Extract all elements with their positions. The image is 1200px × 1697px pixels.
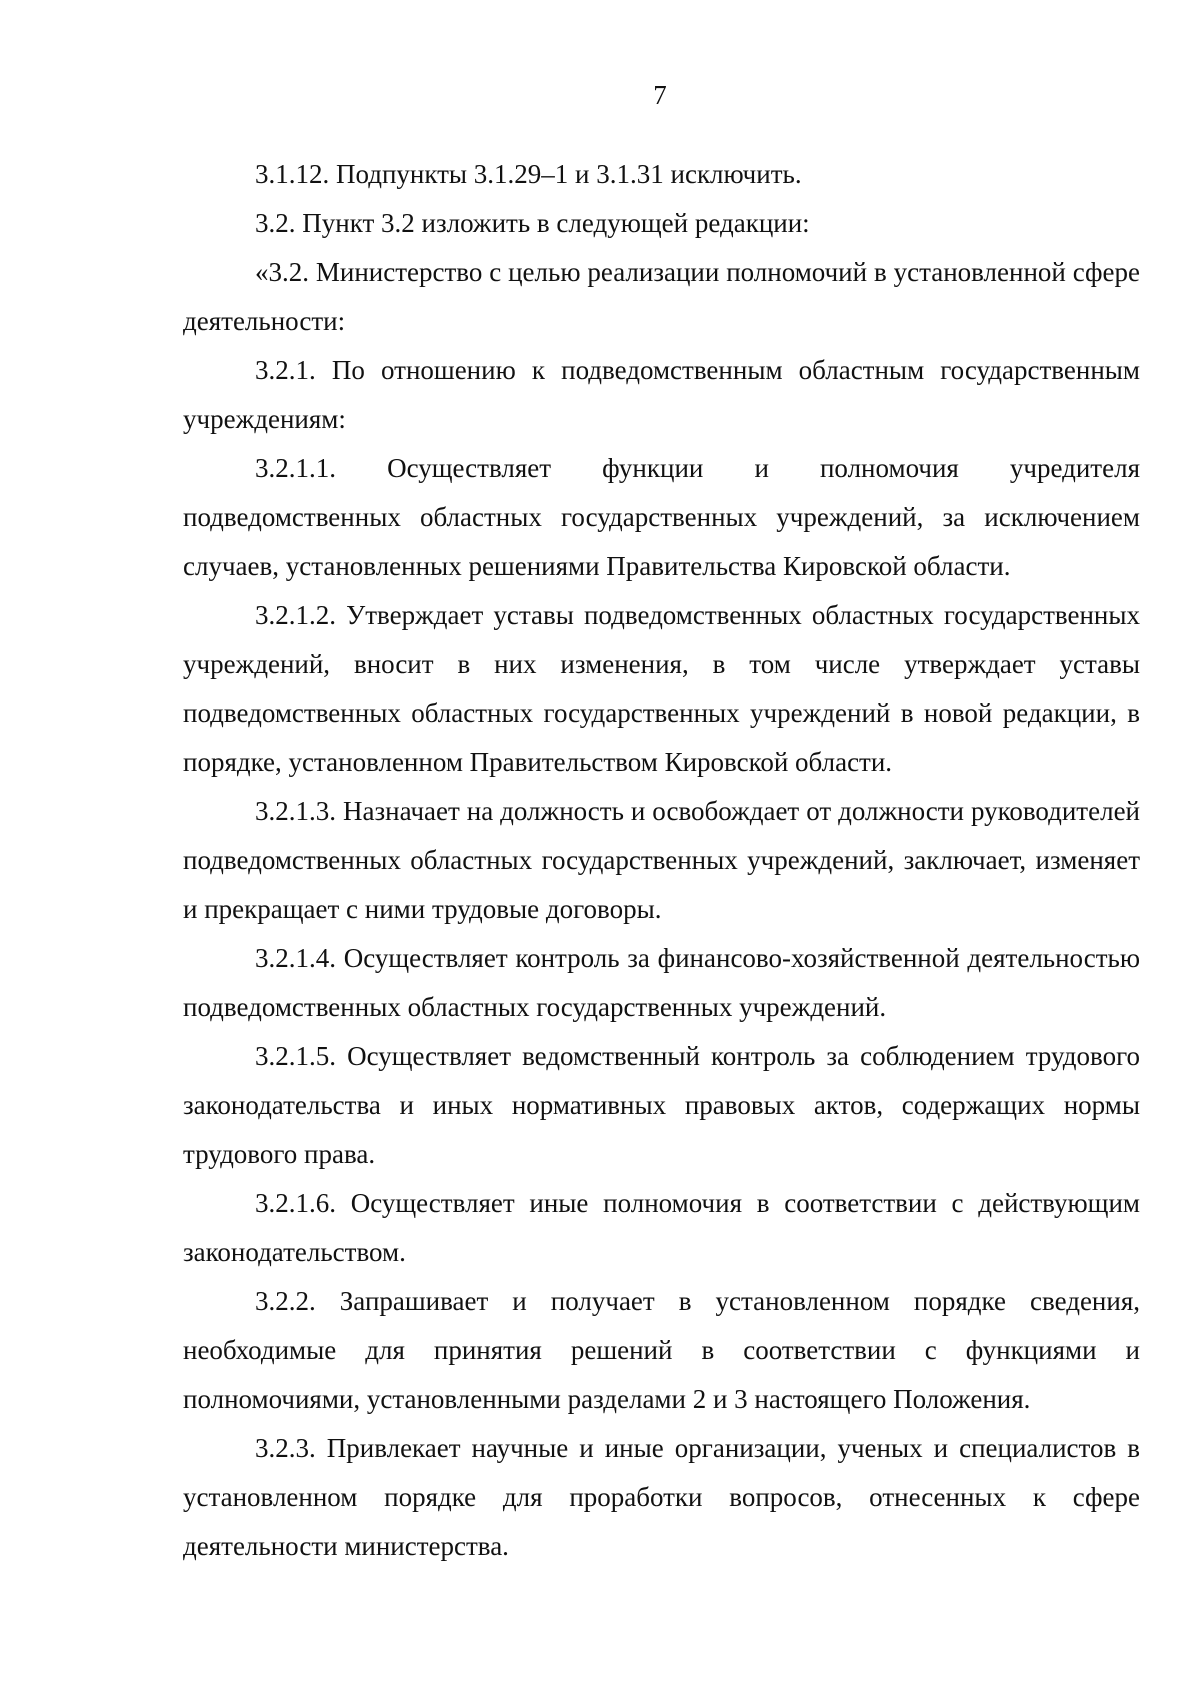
paragraph-3-2-1-3: 3.2.1.3. Назначает на должность и освобождает от должности руководителей подведомственных областных государственных учреждений, заключает, изменяет и прекращает с ними трудовые договоры. <box>183 796 1140 924</box>
paragraph-3-2: «3.2. Министерство с целью реализации полномочий в установленной сфере деятельности: <box>183 257 1140 336</box>
paragraph-3-2-1-2: 3.2.1.2. Утверждает уставы подведомственных областных государственных учреждений, вносит в них изменения, в том числе утверждает уставы подведомственных областных государственных учреждений в новой редакции, в порядке, установленном Правительством Кировской области. <box>183 600 1140 777</box>
paragraph-3-2-1-5: 3.2.1.5. Осуществляет ведомственный контроль за соблюдением трудового законодательства и иных нормативных правовых актов, содержащих нормы трудового права. <box>183 1041 1140 1169</box>
paragraph-3-2-2: 3.2.2. Запрашивает и получает в установленном порядке сведения, необходимые для принятия решений в соответствии с функциями и полномочиями, установленными разделами 2 и 3 настоящего Положения. <box>183 1286 1140 1414</box>
paragraph-3-1-12: 3.1.12. Подпункты 3.1.29–1 и 3.1.31 исключить. <box>255 159 802 189</box>
paragraph-3-2-intro: 3.2. Пункт 3.2 изложить в следующей редакции: <box>255 208 810 238</box>
paragraph-3-2-3: 3.2.3. Привлекает научные и иные организации, ученых и специалистов в установленном порядке для проработки вопросов, отнесенных к сфере деятельности министерства. <box>183 1433 1140 1561</box>
paragraph-3-2-1: 3.2.1. По отношению к подведомственным областным государственным учреждениям: <box>183 355 1140 434</box>
paragraph-3-2-1-4: 3.2.1.4. Осуществляет контроль за финансово-хозяйственной деятельностью подведомственных областных государственных учреждений. <box>183 943 1140 1022</box>
paragraph-3-2-1-6: 3.2.1.6. Осуществляет иные полномочия в соответствии с действующим законодательством. <box>183 1188 1140 1267</box>
paragraph-3-2-1-1: 3.2.1.1. Осуществляет функции и полномочия учредителя подведомственных областных государственных учреждений, за исключением случаев, установленных решениями Правительства Кировской области. <box>183 453 1140 581</box>
document-body <box>183 150 1140 1571</box>
page-number: 7 <box>653 80 667 110</box>
